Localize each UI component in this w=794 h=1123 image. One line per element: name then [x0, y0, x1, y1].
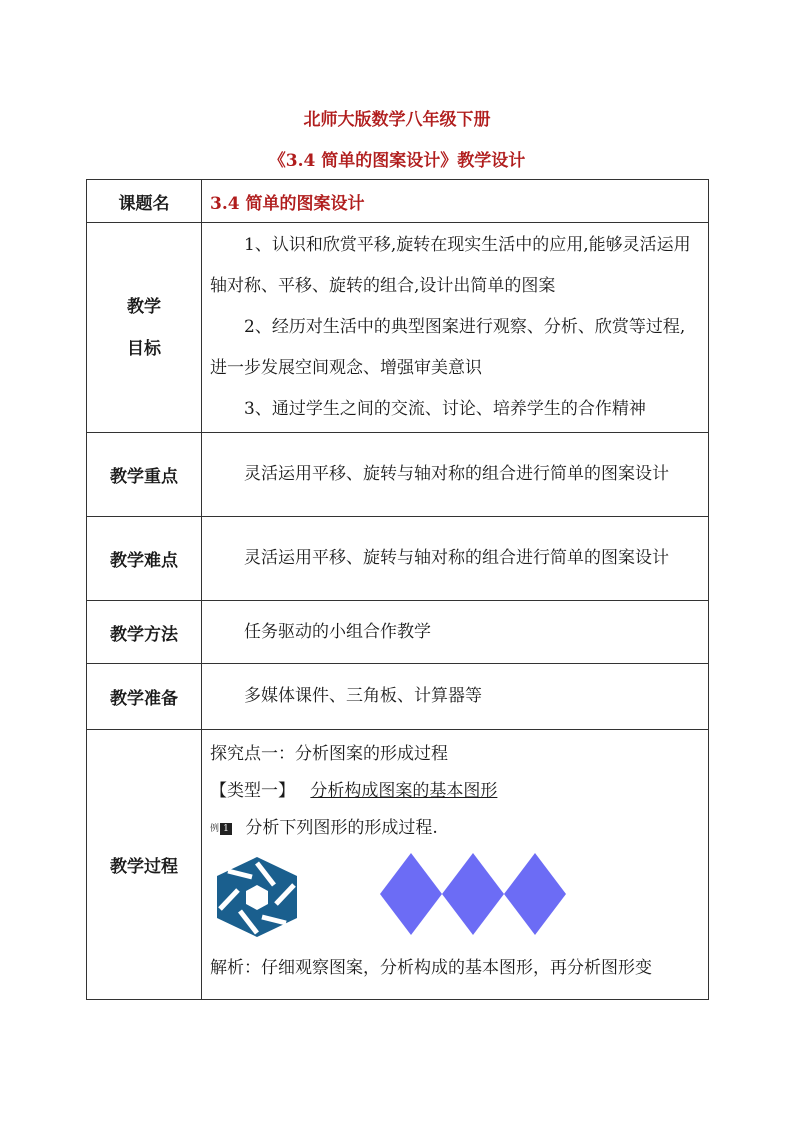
method-value — [202, 601, 709, 664]
key-point-label: 教学重点 — [87, 433, 202, 517]
preparation-text: 多媒体课件、三角板、计算器等 — [244, 686, 482, 706]
diamond-shape — [442, 853, 504, 935]
process-value — [202, 730, 709, 1000]
goals-label-line2: 目标 — [127, 338, 161, 359]
goals-label — [87, 223, 202, 433]
row-preparation — [87, 664, 709, 730]
type-heading — [210, 773, 700, 810]
goals-label-line1: 教学 — [127, 296, 161, 317]
diamond-shape — [380, 853, 442, 935]
difficulty-label: 教学难点 — [87, 517, 202, 601]
goals-value — [202, 223, 709, 433]
key-point-text: 灵活运用平移、旋转与轴对称的组合进行简单的图案设计 — [244, 464, 669, 484]
preparation-label: 教学准备 — [87, 664, 202, 730]
method-text: 任务驱动的小组合作教学 — [244, 621, 431, 642]
goal-item: 1、认识和欣赏平移,旋转在现实生活中的应用,能够灵活运用轴对称、平移、旋转的组合,设计出简单的图案 — [210, 235, 691, 296]
row-goals — [87, 223, 709, 433]
row-method — [87, 601, 709, 664]
difficulty-value — [202, 517, 709, 601]
row-topic — [87, 180, 709, 223]
type-tag: 【类型一】 — [210, 781, 295, 801]
key-point-value — [202, 433, 709, 517]
difficulty-text: 灵活运用平移、旋转与轴对称的组合进行简单的图案设计 — [244, 548, 669, 568]
row-key-point — [87, 433, 709, 517]
preparation-value — [202, 664, 709, 730]
example-icon-number: 1 — [220, 823, 232, 835]
analysis-text: 解析：仔细观察图案，分析构成的基本图形，再分析图形变 — [210, 958, 652, 978]
explore-point: 探究点一：分析图案的形成过程 — [210, 744, 448, 764]
document-subtitle: 《3.4 简单的图案设计》教学设计 — [268, 151, 526, 171]
example-text: 分析下列图形的形成过程. — [245, 818, 438, 838]
topic-label: 课题名 — [87, 180, 202, 223]
example-icon — [210, 823, 232, 835]
method-label: 教学方法 — [87, 601, 202, 664]
type-title: 分析构成图案的基本图形 — [310, 781, 498, 801]
rotational-logo-figure — [212, 855, 302, 939]
row-process — [87, 730, 709, 1000]
goal-item: 2、经历对生活中的典型图案进行观察、分析、欣赏等过程,进一步发展空间观念、增强审美意识 — [210, 317, 686, 378]
diamond-shape — [504, 853, 566, 935]
row-difficulty — [87, 517, 709, 601]
process-label: 教学过程 — [87, 730, 202, 1000]
document-title: 北师大版数学八年级下册 — [303, 110, 491, 130]
diamond-row-figure — [380, 853, 566, 935]
example-figures — [210, 853, 700, 948]
lesson-plan-table — [86, 179, 709, 1000]
goal-item: 3、通过学生之间的交流、讨论、培养学生的合作精神 — [244, 399, 646, 419]
example-icon-label: 例 — [210, 824, 220, 834]
topic-value: 3.4 简单的图案设计 — [202, 180, 709, 223]
example-line — [210, 810, 700, 847]
